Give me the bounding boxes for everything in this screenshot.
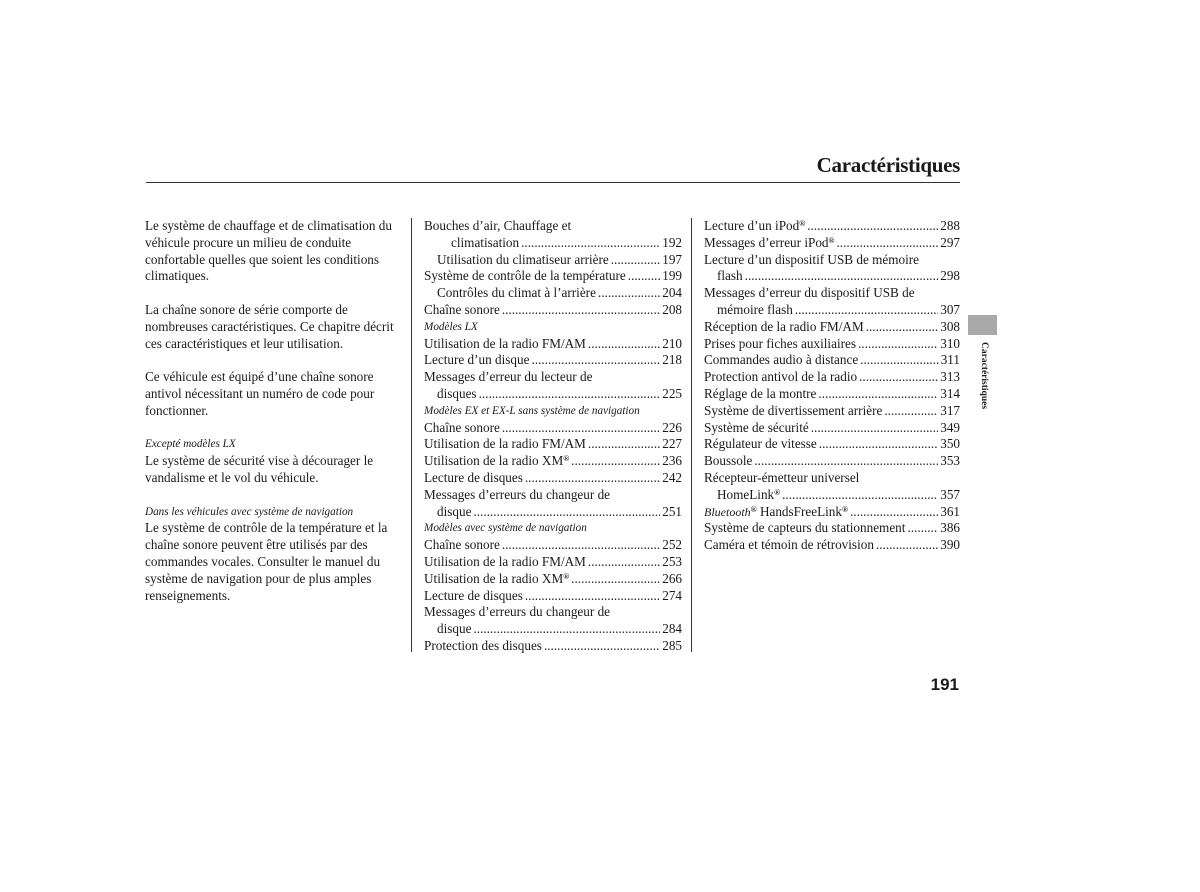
intro-paragraph: Ce véhicule est équipé d’une chaîne sonore antivol nécessitant un numéro de code pour fonctionner. [145,369,375,418]
toc-entry[interactable]: Commandes audio à distance ..... 311 [704,352,960,369]
toc-entry-label: Messages d’erreurs du changeur de [424,486,611,502]
toc-entry[interactable]: Messages d’erreur iPod® ..... 297 [704,235,960,252]
column-divider [691,218,692,652]
toc-entry[interactable]: climatisation ..... 192 [424,235,682,252]
toc-entry[interactable]: Système de sécurité ..... 349 [704,420,960,437]
toc-column-right [704,218,960,554]
toc-entry[interactable]: disques ..... 225 [424,386,682,403]
toc-entry[interactable]: Boussole ..... 353 [704,453,960,470]
toc-entry[interactable]: Chaîne sonore ..... 226 [424,420,682,437]
section-tab-marker [968,315,997,335]
toc-entry-label: Lecture d’un dispositif USB de mémoire [704,251,919,267]
toc-entry[interactable]: mémoire flash ..... 307 [704,302,960,319]
toc-entry[interactable]: Utilisation de la radio FM/AM ..... 210 [424,336,682,353]
toc-entry[interactable]: disque ..... 251 [424,504,682,521]
toc-entry-label: Messages d’erreur du dispositif USB de [704,285,915,301]
toc-entry[interactable]: Lecture de disques ..... 274 [424,588,682,605]
toc-column-middle [424,218,682,655]
toc-entry[interactable]: Réglage de la montre ..... 314 [704,386,960,403]
model-note: Dans les véhicules avec système de navigation [145,505,354,518]
toc-entry-label: Messages d’erreur du lecteur de [424,369,593,385]
intro-column [145,218,397,621]
toc-entry[interactable]: Système de capteurs du stationnement ..... 386 [704,520,960,537]
intro-paragraph: La chaîne sonore de série comporte de nombreuses caractéristiques. Ce chapitre décrit ces caractéristiques et leur utilisation. [145,301,394,351]
column-divider [411,218,412,652]
header-rule [146,182,960,183]
toc-entry[interactable]: Utilisation de la radio FM/AM ..... 253 [424,554,682,571]
toc-entry[interactable]: Bluetooth® HandsFreeLink® ..... 361 [704,504,960,521]
intro-paragraph: Le système de chauffage et de climatisation du véhicule procure un milieu de conduite confortable quelles que soient les conditions climatiques. [145,218,392,284]
toc-entry[interactable]: Chaîne sonore ..... 208 [424,302,682,319]
toc-entry[interactable]: HomeLink® ..... 357 [704,487,960,504]
toc-subheading: Modèles EX et EX-L sans système de navigation [424,404,640,417]
toc-entry[interactable]: Système de contrôle de la température ..... 199 [424,268,682,285]
toc-entry[interactable]: Lecture de disques ..... 242 [424,470,682,487]
toc-entry[interactable]: disque ..... 284 [424,621,682,638]
toc-subheading: Modèles avec système de navigation [424,522,587,535]
toc-entry[interactable]: Prises pour fiches auxiliaires ..... 310 [704,336,960,353]
toc-entry[interactable]: flash ..... 298 [704,268,960,285]
toc-entry[interactable]: Utilisation du climatiseur arrière ..... 197 [424,252,682,269]
toc-subheading: Modèles LX [424,320,478,333]
toc-entry[interactable]: Protection des disques ..... 285 [424,638,682,655]
toc-entry-label: Bouches d’air, Chauffage et [424,218,572,233]
toc-entry[interactable]: Contrôles du climat à l’arrière ..... 204 [424,285,682,302]
intro-paragraph: Le système de contrôle de la température et la chaîne sonore peuvent être utilisés par des commandes vocales. Consulter le manuel du système de navigation pour de plus amples renseignements. [145,520,388,603]
intro-paragraph: Le système de sécurité vise à décourager le vandalisme et le vol du véhicule. [145,453,374,485]
page-number: 191 [930,675,959,694]
toc-entry[interactable]: Lecture d’un disque ..... 218 [424,352,682,369]
page-title: Caractéristiques [816,153,960,177]
toc-entry[interactable]: Régulateur de vitesse ..... 350 [704,436,960,453]
toc-entry[interactable]: Système de divertissement arrière ..... 317 [704,403,960,420]
section-tab-label: Caractéristiques [979,342,989,410]
toc-entry[interactable]: Caméra et témoin de rétrovision ..... 390 [704,537,960,554]
toc-entry[interactable]: Réception de la radio FM/AM ..... 308 [704,319,960,336]
toc-entry[interactable]: Chaîne sonore ..... 252 [424,537,682,554]
toc-entry-label: Messages d’erreurs du changeur de [424,604,611,620]
toc-entry[interactable]: Utilisation de la radio XM® ..... 266 [424,571,682,588]
toc-entry[interactable]: Lecture d’un iPod® ..... 288 [704,218,960,235]
toc-entry[interactable]: Utilisation de la radio XM® ..... 236 [424,453,682,470]
model-note: Excepté modèles LX [145,438,236,451]
toc-entry[interactable]: Utilisation de la radio FM/AM ..... 227 [424,436,682,453]
toc-entry[interactable]: Protection antivol de la radio ..... 313 [704,369,960,386]
toc-entry-label: Récepteur-émetteur universel [704,469,860,485]
